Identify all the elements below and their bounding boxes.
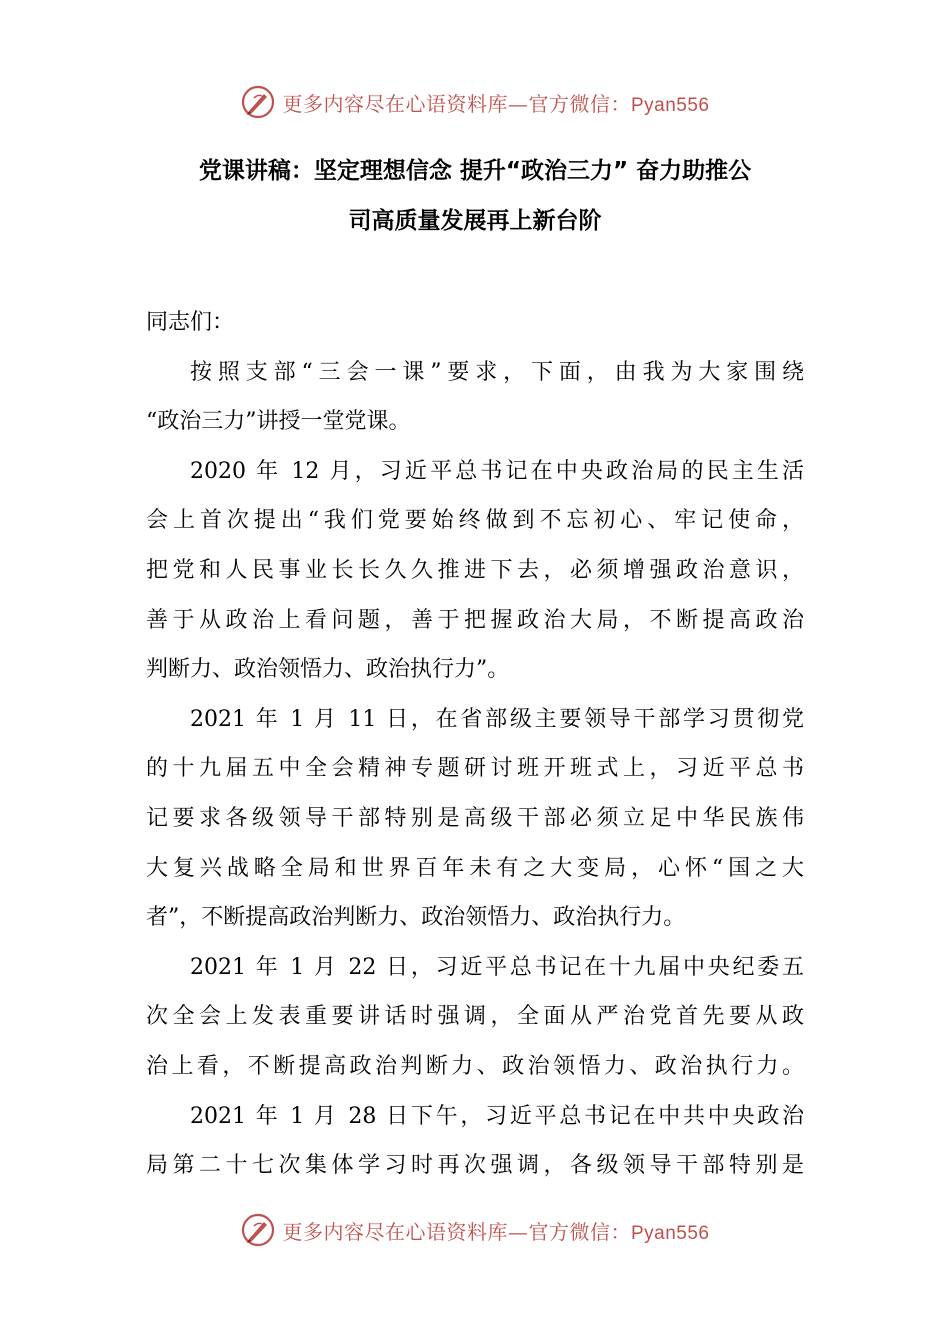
banner-wechat-id: Pyan556 bbox=[630, 94, 710, 116]
banner-prefix: 更多内容尽在心语资料库—官方微信： bbox=[282, 91, 631, 116]
banner-prefix: 更多内容尽在心语资料库—官方微信： bbox=[282, 1219, 631, 1244]
banner-text bbox=[282, 1216, 709, 1245]
paragraph-line: 2020 年 12 月，习近平总书记在中央政治局的民主生活 bbox=[190, 458, 804, 484]
paragraph-line: 的十九届五中全会精神专题研讨班开班式上，习近平总书 bbox=[146, 756, 804, 782]
paragraph-2 bbox=[146, 447, 804, 695]
paragraph-line: 局第二十七次集体学习时再次强调，各级领导干部特别是 bbox=[146, 1153, 804, 1179]
paragraph-line: 次全会上发表重要讲话时强调，全面从严治党首先要从政 bbox=[146, 1004, 804, 1030]
pen-logo-icon bbox=[240, 1212, 276, 1248]
banner-text bbox=[282, 88, 709, 117]
paragraph-line: 记要求各级领导干部特别是高级干部必须立足中华民族伟 bbox=[146, 805, 804, 831]
paragraph-line: 善于从政治上看问题，善于把握政治大局，不断提高政治 bbox=[146, 607, 804, 633]
document-title-line-2: 司高质量发展再上新台阶 bbox=[348, 208, 602, 234]
paragraph-line: 大复兴战略全局和世界百年未有之大变局，心怀“国之大 bbox=[146, 855, 804, 881]
banner-wechat-id: Pyan556 bbox=[630, 1222, 710, 1244]
paragraph-line: 治上看，不断提高政治判断力、政治领悟力、政治执行力。 bbox=[146, 1053, 804, 1079]
paragraph-4 bbox=[146, 943, 804, 1092]
footer-watermark-banner bbox=[0, 1210, 950, 1250]
paragraph-line: 会上首次提出“我们党要始终做到不忘初心、牢记使命， bbox=[146, 508, 804, 534]
paragraph-line: 把党和人民事业长长久久推进下去，必须增强政治意识， bbox=[146, 557, 804, 583]
document-title-line-1: 党课讲稿：坚定理想信念 提升“政治三力” 奋力助推公 bbox=[198, 158, 752, 184]
paragraph-line: 2021 年 1 月 22 日，习近平总书记在十九届中央纪委五 bbox=[190, 954, 804, 980]
pen-logo-icon bbox=[240, 84, 276, 120]
paragraph-3 bbox=[146, 695, 804, 943]
paragraph-line: 者”，不断提高政治判断力、政治领悟力、政治执行力。 bbox=[146, 905, 686, 931]
greeting bbox=[146, 298, 804, 348]
document-body bbox=[146, 298, 804, 1191]
paragraph-line: 2021 年 1 月 11 日，在省部级主要领导干部学习贯彻党 bbox=[190, 706, 804, 732]
paragraph-5 bbox=[146, 1092, 804, 1191]
paragraph-line: “政治三力”讲授一堂党课。 bbox=[146, 409, 411, 435]
paragraph-line: 按照支部“三会一课”要求，下面，由我为大家围绕 bbox=[190, 359, 804, 385]
paragraph-line: 2021 年 1 月 28 日下午，习近平总书记在中共中央政治 bbox=[190, 1103, 804, 1129]
paragraph-line: 判断力、政治领悟力、政治执行力”。 bbox=[146, 657, 510, 683]
paragraph-1 bbox=[146, 348, 804, 447]
greeting-text: 同志们： bbox=[146, 310, 235, 335]
header-watermark-banner bbox=[0, 82, 950, 122]
